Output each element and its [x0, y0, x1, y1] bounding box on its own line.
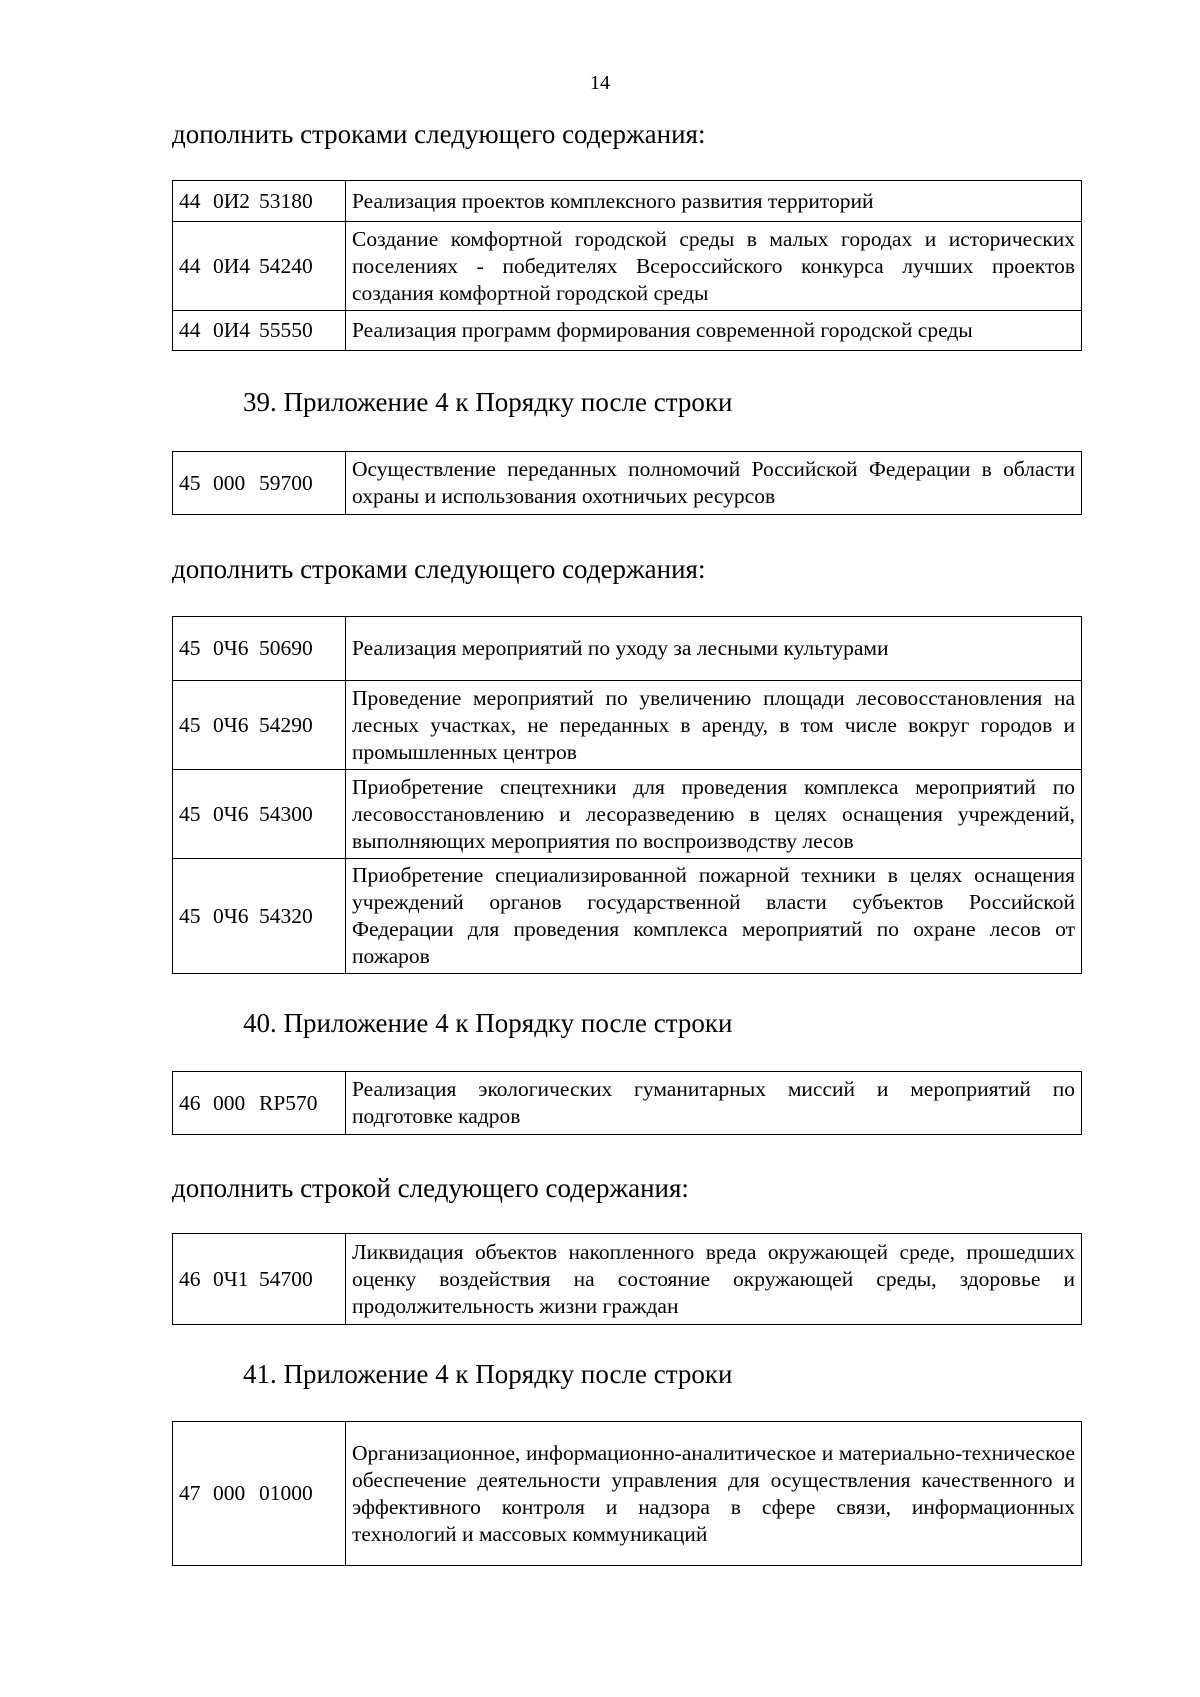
section-heading-39: 39. Приложение 4 к Порядку после строки — [243, 387, 733, 417]
section-heading-41: 41. Приложение 4 к Порядку после строки — [243, 1359, 733, 1389]
codes-table-3 — [172, 616, 1082, 974]
codes-table-5 — [172, 1233, 1082, 1325]
table-row — [173, 1072, 1082, 1135]
table-row — [173, 681, 1082, 770]
table-row — [173, 617, 1082, 681]
table-row — [173, 770, 1082, 859]
code-cell: 46 0Ч1 54700 — [173, 1234, 346, 1325]
description-cell: Создание комфортной городской среды в малых городах и исторических поселениях - победителях Всероссийского конкурса лучших проектов создания комфортной городской среды — [346, 222, 1082, 311]
intro-paragraph: дополнить строкой следующего содержания: — [172, 1173, 689, 1203]
code-cell: 44 0И2 53180 — [173, 181, 346, 222]
description-cell: Приобретение специализированной пожарной техники в целях оснащения учреждений органов государственной власти субъектов Российской Федерации для проведения комплекса мероприятий по охране лесов от пожаров — [346, 859, 1082, 974]
code-cell: 45 0Ч6 54300 — [173, 770, 346, 859]
description-cell: Реализация программ формирования современной городской среды — [346, 311, 1082, 351]
code-cell: 47 000 01000 — [173, 1422, 346, 1566]
table-row — [173, 311, 1082, 351]
code-cell: 45 0Ч6 54320 — [173, 859, 346, 974]
description-cell: Организационное, информационно-аналитическое и материально-техническое обеспечение деятельности управления для осуществления качественного и эффективного контроля и надзора в сфере связи, информационных технологий и массовых коммуникаций — [346, 1422, 1082, 1566]
table-row — [173, 452, 1082, 515]
table-row — [173, 222, 1082, 311]
table-row — [173, 1422, 1082, 1566]
description-cell: Осуществление переданных полномочий Российской Федерации в области охраны и использования охотничьих ресурсов — [346, 452, 1082, 515]
description-cell: Реализация экологических гуманитарных миссий и мероприятий по подготовке кадров — [346, 1072, 1082, 1135]
code-cell: 46 000 RP570 — [173, 1072, 346, 1135]
description-cell: Проведение мероприятий по увеличению площади лесовосстановления на лесных участках, не переданных в аренду, в том числе вокруг городов и промышленных центров — [346, 681, 1082, 770]
section-heading-40: 40. Приложение 4 к Порядку после строки — [243, 1008, 733, 1038]
table-row — [173, 181, 1082, 222]
intro-paragraph: дополнить строками следующего содержания: — [172, 554, 706, 584]
code-cell: 44 0И4 54240 — [173, 222, 346, 311]
intro-paragraph: дополнить строками следующего содержания: — [172, 119, 706, 149]
code-cell: 45 000 59700 — [173, 452, 346, 515]
table-row — [173, 1234, 1082, 1325]
codes-table-1 — [172, 180, 1082, 351]
codes-table-4 — [172, 1071, 1082, 1135]
description-cell: Приобретение спецтехники для проведения комплекса мероприятий по лесовосстановлению и лесоразведению в целях оснащения учреждений, выполняющих мероприятия по воспроизводству лесов — [346, 770, 1082, 859]
code-cell: 45 0Ч6 54290 — [173, 681, 346, 770]
code-cell: 44 0И4 55550 — [173, 311, 346, 351]
description-cell: Ликвидация объектов накопленного вреда окружающей среде, прошедших оценку воздействия на состояние окружающей среды, здоровье и продолжительность жизни граждан — [346, 1234, 1082, 1325]
description-cell: Реализация мероприятий по уходу за лесными культурами — [346, 617, 1082, 681]
codes-table-2 — [172, 451, 1082, 515]
table-row — [173, 859, 1082, 974]
description-cell: Реализация проектов комплексного развития территорий — [346, 181, 1082, 222]
codes-table-6 — [172, 1421, 1082, 1566]
page-number: 14 — [590, 72, 610, 94]
code-cell: 45 0Ч6 50690 — [173, 617, 346, 681]
